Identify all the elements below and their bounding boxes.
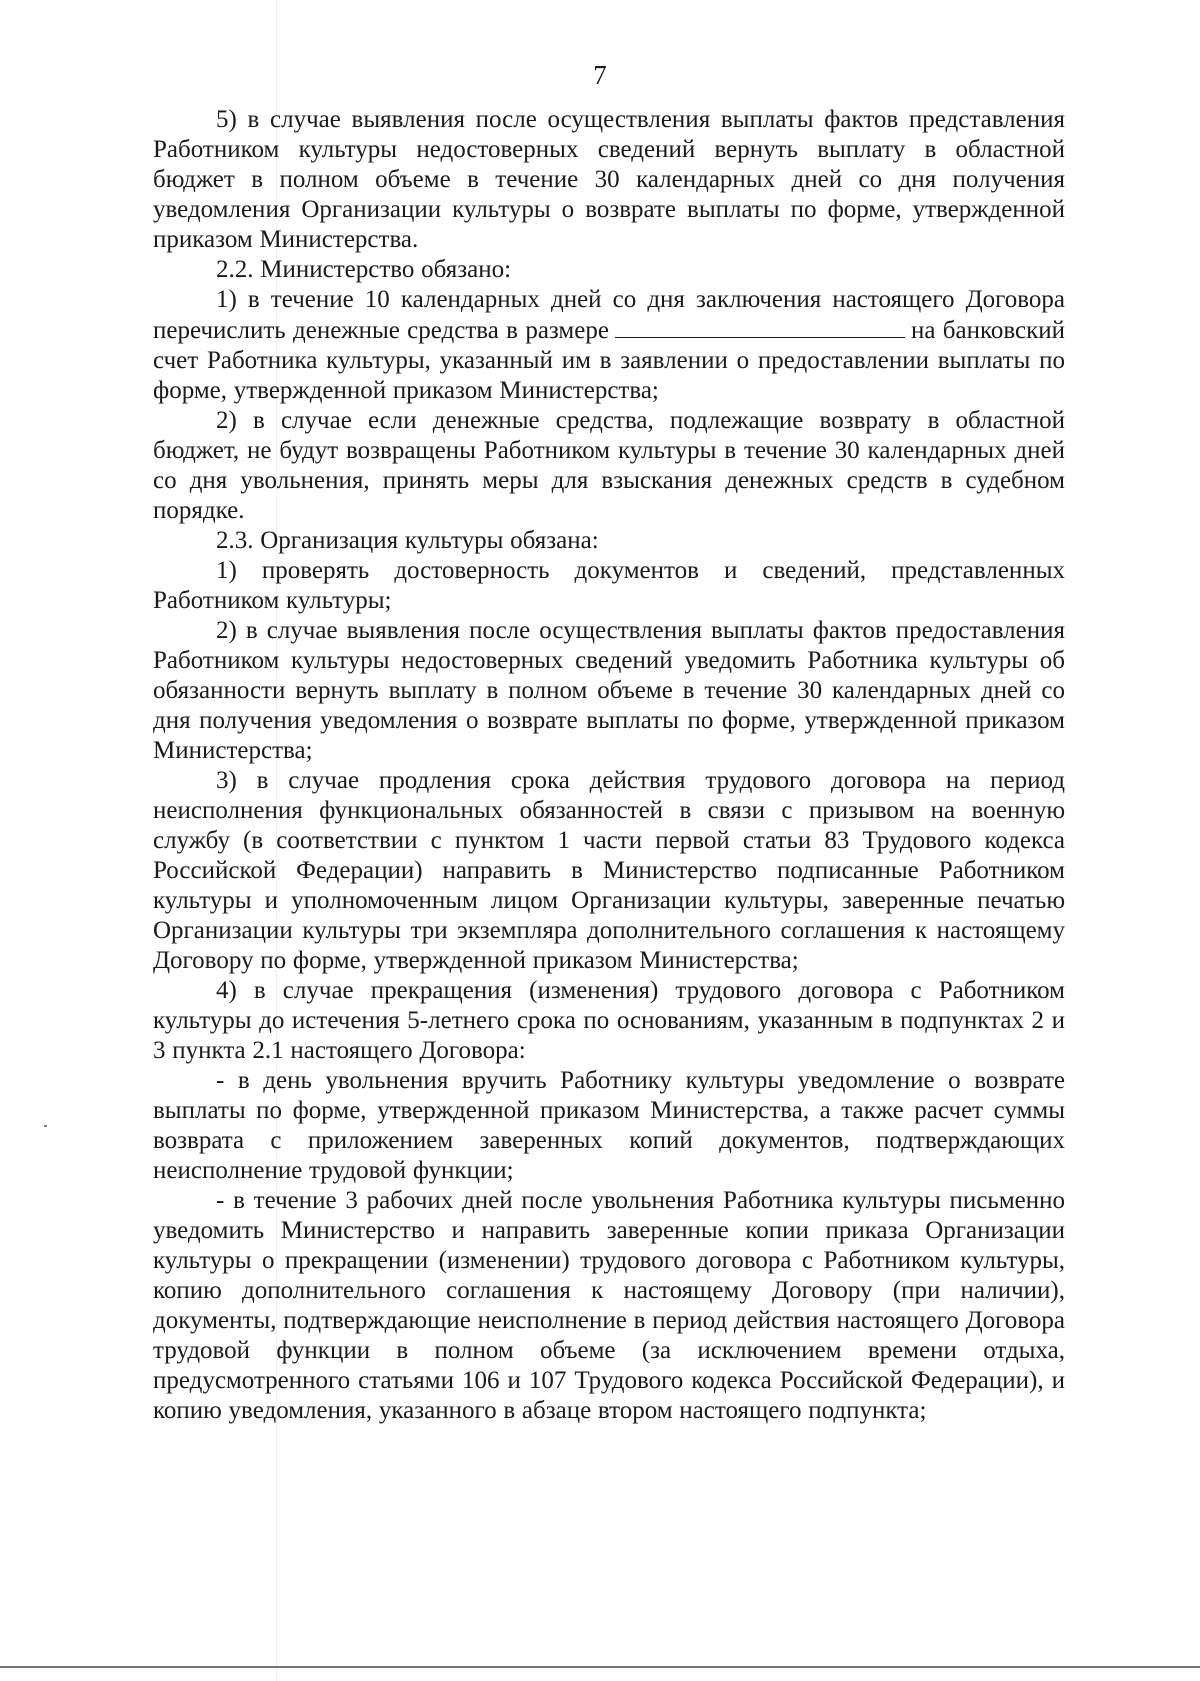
paragraph-organization-item-4: 4) в случае прекращения (изменения) трудового договора с Работником культуры до истечения 5-летнего срока по основаниям, указанным в подпунктах 2 и 3 пункта 2.1 настоящего Договора: xyxy=(153,977,1065,1064)
paragraph-ministry-item-1-start: 1) в течение 10 календарных дней со дня заключения настоящего Договора перечислить денежные средства в размере xyxy=(153,286,1065,344)
paragraph-organization-item-1: 1) проверять достоверность документов и сведений, представленных Работником культуры; xyxy=(153,557,1065,614)
paragraph-organization-item-3: 3) в случае продления срока действия трудового договора на период неисполнения функциональных обязанностей в связи с призывом на военную службу (в соответствии с пунктом 1 части первой статьи 83 Трудового кодекса Российской Федерации) направить в Министерство подписанные Работником культуры и уполномоченным лицом Организации культуры, заверенные печатью Организации культуры три экземпляра дополнительного соглашения к настоящему Договору по форме, утвержденной приказом Министерства; xyxy=(153,767,1065,974)
paragraph-ministry-item-2: 2) в случае если денежные средства, подлежащие возврату в областной бюджет, не будут возвращены Работником культуры в течение 30 календарных дней со дня увольнения, принять меры для взыскания денежных средств в судебном порядке. xyxy=(153,407,1065,524)
page-number: 7 xyxy=(593,60,607,90)
document-body xyxy=(153,105,1065,1426)
section-heading-2-2: 2.2. Министерство обязано: xyxy=(216,256,512,283)
paragraph-organization-item-2: 2) в случае выявления после осуществления выплаты фактов предоставления Работником культуры недостоверных сведений уведомить Работника культуры об обязанности вернуть выплату в полном объеме в течение 30 календарных дней со дня получения уведомления о возврате выплаты по форме, утвержденной приказом Министерства; xyxy=(153,617,1065,764)
paragraph-dash-item-3-days: - в течение 3 рабочих дней после увольнения Работника культуры письменно уведомить Министерство и направить заверенные копии приказа Организации культуры о прекращении (изменении) трудового договора с Работником культуры, копию дополнительного соглашения к настоящему Договору (при наличии), документы, подтверждающие неисполнение в период действия настоящего Договора трудовой функции в полном объеме (за исключением времени отдыха, предусмотренного статьями 106 и 107 Трудового кодекса Российской Федерации), и копию уведомления, указанного в абзаце втором настоящего подпункта; xyxy=(153,1187,1065,1424)
paragraph-ministry-item-1 xyxy=(153,285,1065,406)
paragraph-dash-item-dismissal-day: - в день увольнения вручить Работнику культуры уведомление о возврате выплаты по форме, утвержденной приказом Министерства, а также расчет суммы возврата с приложением заверенных копий документов, подтверждающих неисполнение трудовой функции; xyxy=(153,1067,1065,1184)
paragraph-ministry-item-1-end: на банковский счет Работника культуры, указанный им в заявлении о предоставлении выплаты по форме, утвержденной приказом Министерства; xyxy=(153,317,1065,404)
amount-blank-field xyxy=(615,315,905,338)
scan-speck xyxy=(44,1125,47,1127)
section-heading-2-3: 2.3. Организация культуры обязана: xyxy=(216,527,599,554)
paragraph-item-5-obligation: 5) в случае выявления после осуществления выплаты фактов представления Работником культуры недостоверных сведений вернуть выплату в областной бюджет в полном объеме в течение 30 календарных дней со дня получения уведомления Организации культуры о возврате выплаты по форме, утвержденной приказом Министерства. xyxy=(153,106,1065,253)
scan-bottom-edge xyxy=(0,1666,1200,1668)
